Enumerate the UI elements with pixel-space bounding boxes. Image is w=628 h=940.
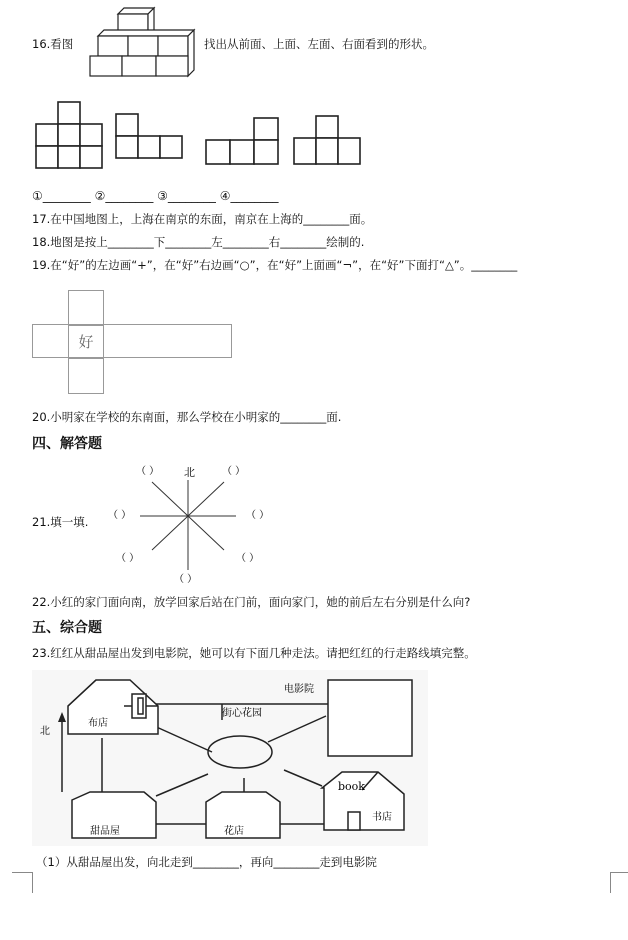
compass-figure: [108, 460, 280, 584]
view-shapes: [34, 98, 374, 174]
route-map: [32, 670, 428, 846]
compass-blank-sw: （ ）: [116, 553, 140, 564]
q23: 23.红红从甜品屋出发到电影院，她可以有下面几种走法。请把红红的行走路线填完整。: [32, 646, 476, 660]
q21: 21.填一填.: [32, 515, 89, 529]
q17: 17.在中国地图上，上海在南京的东面，南京在上海的________面。: [32, 212, 373, 226]
label-dessert: 甜品屋: [90, 826, 120, 837]
compass-blank-s: （ ）: [174, 574, 198, 584]
q18: 18.地图是按上________下________左________右________绘制的.: [32, 235, 365, 249]
compass-blank-nw: （ ）: [136, 466, 160, 477]
hao-cell: 好: [68, 324, 104, 358]
label-bookshop: 书店: [372, 812, 392, 823]
q20: 20.小明家在学校的东南面，那么学校在小明家的________面.: [32, 410, 342, 424]
label-book: book: [338, 780, 365, 793]
compass-blank-ne: （ ）: [222, 466, 246, 477]
compass-blank-w: （ ）: [108, 510, 132, 521]
q23-part1: （1）从甜品屋出发，向北走到________，再向________走到电影院: [36, 855, 377, 869]
corner-mark-right: [610, 872, 628, 893]
section-4-title: 四、解答题: [32, 436, 102, 452]
label-cinema: 电影院: [284, 684, 314, 695]
label-north: 北: [40, 726, 50, 737]
cube-stack-figure: [88, 6, 200, 80]
label-cloth-shop: 布店: [88, 718, 108, 729]
compass-north: 北: [184, 466, 195, 479]
corner-mark-left: [12, 872, 33, 893]
q16-blanks: ①________ ②________ ③________ ④________: [32, 189, 279, 203]
q22: 22.小红的家门面向南，放学回家后站在门前，面向家门，她的前后左右分别是什么向?: [32, 595, 471, 609]
compass-blank-e: （ ）: [246, 510, 270, 521]
q16-prefix: 16.看图: [32, 37, 74, 51]
q19: 19.在“好”的左边画“+”，在“好”右边画“○”，在“好”上面画“¬”，在“好”下面打“△”。________: [32, 258, 518, 272]
compass-blank-se: （ ）: [236, 553, 260, 564]
label-flower: 花店: [224, 826, 244, 837]
label-garden: 街心花园: [222, 708, 262, 719]
section-5-title: 五、综合题: [32, 620, 102, 636]
q16-suffix: 找出从前面、上面、左面、右面看到的形状。: [204, 37, 434, 51]
cross-grid: [32, 290, 232, 394]
